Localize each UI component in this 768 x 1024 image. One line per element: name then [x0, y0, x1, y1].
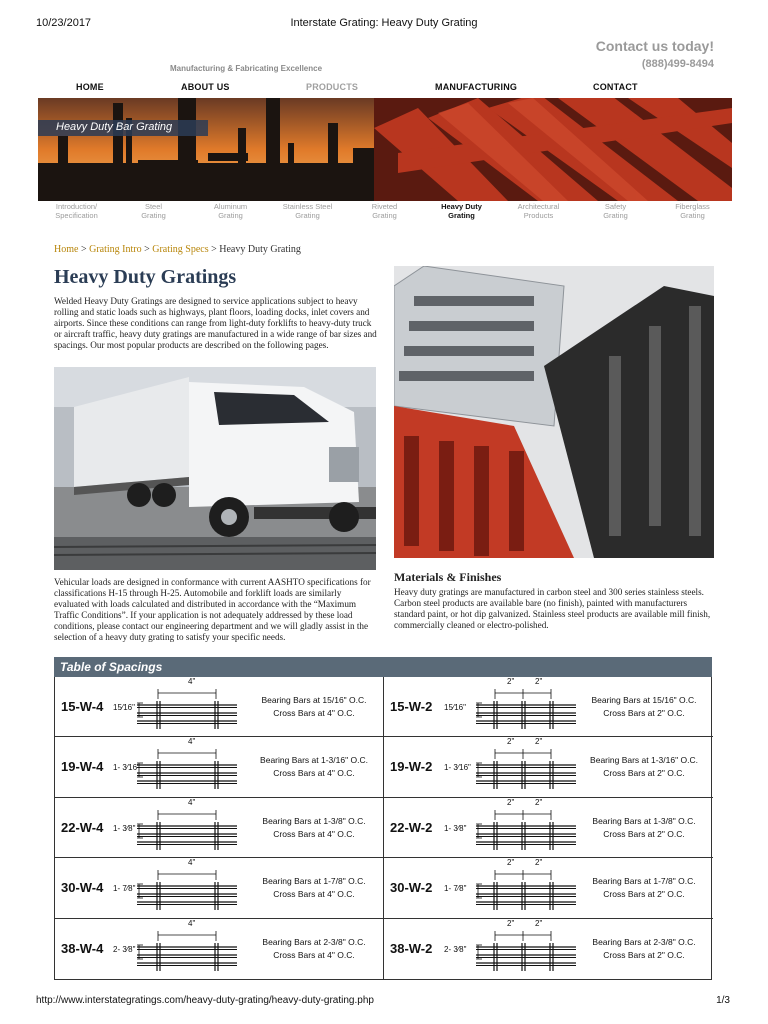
- bar-height-label: 1- 7⁄8": [113, 884, 136, 894]
- materials-paragraph: Heavy duty gratings are manufactured in carbon steel and 300 series stainless steels. Carbon steel products are available bare (no finish), painted with manufacturers standard paint, or hot dip galvanized. Stainless steel products are available mill finish, commercially cleaned or electro-polished.: [394, 587, 711, 630]
- cross-spacing-label: 2": [535, 918, 543, 928]
- spacing-cell-left: [55, 677, 384, 737]
- bearing-bar-spacing: Bearing Bars at 1-3/16" O.C.: [260, 755, 368, 766]
- cross-spacing-label: 4": [188, 858, 196, 868]
- spacing-spec: [253, 815, 375, 841]
- truck-photo: [54, 367, 376, 570]
- cross-bar-spacing: Cross Bars at 2" O.C.: [603, 768, 685, 779]
- spacing-code: 30-W-4: [61, 880, 104, 896]
- cross-spacing-label: 2": [535, 737, 543, 747]
- spacings-table: [54, 657, 712, 980]
- bearing-bar-spacing: Bearing Bars at 1-3/8" O.C.: [262, 815, 366, 826]
- print-date: 10/23/2017: [36, 17, 92, 29]
- bearing-bar-spacing: Bearing Bars at 1-7/8" O.C.: [592, 876, 696, 887]
- grating-diagram: [137, 925, 247, 975]
- breadcrumb-specs[interactable]: Grating Specs: [152, 244, 209, 255]
- nav-products[interactable]: PRODUCTS: [306, 82, 359, 92]
- bar-height-label: 2- 3⁄8": [444, 944, 467, 954]
- spacing-cell-right: [384, 919, 713, 979]
- bar-height-label: 15⁄16": [444, 703, 466, 712]
- bearing-bar-spacing: Bearing Bars at 15/16" O.C.: [591, 695, 697, 705]
- truck-illustration: [54, 367, 376, 570]
- grating-diagram: [476, 864, 586, 914]
- cross-spacing-label: 2": [507, 858, 515, 868]
- subnav-heavy-duty[interactable]: Heavy Duty Grating: [441, 202, 482, 220]
- grating-diagram: [137, 864, 247, 914]
- grating-photo: [394, 266, 714, 558]
- spacing-code: 38-W-4: [61, 940, 104, 956]
- cross-bar-spacing: Cross Bars at 2" O.C.: [603, 828, 685, 839]
- subnav-safety[interactable]: Safety Grating: [603, 202, 628, 220]
- bar-height-label: 1- 3⁄8": [113, 823, 136, 833]
- phone-number[interactable]: (888)499-8494: [641, 58, 714, 70]
- spacing-cell-left: [55, 919, 384, 979]
- spacing-cell-left: [55, 737, 384, 797]
- bearing-bar-spacing: Bearing Bars at 2-3/8" O.C.: [592, 936, 696, 947]
- cross-spacing-label: 4": [188, 797, 196, 807]
- spacing-spec: [253, 754, 375, 780]
- spacing-code: 19-W-4: [61, 759, 104, 775]
- spacing-spec: [583, 875, 705, 901]
- cross-spacing-label: 2": [507, 918, 515, 928]
- grating-diagram: [137, 804, 247, 854]
- subnav-fiberglass[interactable]: Fiberglass Grating: [675, 202, 710, 220]
- spacing-code: 38-W-2: [390, 940, 433, 956]
- cross-bar-spacing: Cross Bars at 4" O.C.: [273, 768, 355, 779]
- print-title: Interstate Grating: Heavy Duty Grating: [290, 17, 478, 29]
- nav-contact[interactable]: CONTACT: [593, 82, 638, 92]
- bearing-bar-spacing: Bearing Bars at 1-3/8" O.C.: [592, 815, 696, 826]
- subnav-aluminum[interactable]: Aluminum Grating: [213, 202, 248, 220]
- cross-spacing-label: 4": [188, 677, 196, 686]
- subnav-stainless[interactable]: Stainless Steel Grating: [282, 202, 333, 220]
- breadcrumb: Home > Grating Intro > Grating Specs > Heavy Duty Grating: [54, 244, 301, 255]
- spacing-spec: [253, 694, 375, 720]
- bar-height-label: 1- 3⁄16": [113, 763, 140, 773]
- subnav-architectural[interactable]: Architectural Products: [517, 202, 560, 220]
- grating-diagram: [137, 683, 247, 733]
- print-url: http://www.interstategratings.com/heavy-duty-grating/heavy-duty-grating.php: [36, 995, 374, 1006]
- cross-bar-spacing: Cross Bars at 4" O.C.: [273, 949, 355, 960]
- grating-illustration: [394, 266, 714, 558]
- bearing-bar-spacing: Bearing Bars at 2-3/8" O.C.: [262, 936, 366, 947]
- vehicular-paragraph: Vehicular loads are designed in conformance with current AASHTO specifications for classifications H-15 through H-25. Automobile and forklift loads are similarly evaluated with loads calculated and distributed in accordance with the “Maximum Traffic Conditions”. If your application is not adequately addressed by these load conditions, please contact our engineering department and we will gladly assist in the selection of a heavy duty grating to satisfy your specific needs.: [54, 577, 371, 642]
- subnav-steel[interactable]: Steel Grating: [141, 202, 166, 220]
- table-body: [54, 677, 712, 980]
- breadcrumb-intro[interactable]: Grating Intro: [89, 244, 142, 255]
- cross-spacing-label: 2": [507, 737, 515, 747]
- cross-bar-spacing: Cross Bars at 4" O.C.: [273, 889, 355, 900]
- spacing-spec: [583, 754, 705, 780]
- cross-bar-spacing: Cross Bars at 4" O.C.: [273, 708, 355, 718]
- breadcrumb-home[interactable]: Home: [54, 244, 79, 255]
- banner-caption: Heavy Duty Bar Grating: [56, 121, 173, 133]
- cross-spacing-label: 4": [188, 737, 196, 747]
- spacing-spec: [253, 936, 375, 962]
- product-subnav: [38, 202, 732, 224]
- spacing-code: 30-W-2: [390, 880, 433, 896]
- print-page: 1/3: [716, 995, 730, 1006]
- spacing-spec: [583, 936, 705, 962]
- subnav-riveted[interactable]: Riveted Grating: [371, 202, 398, 220]
- spacing-code: 15-W-2: [390, 699, 433, 714]
- spacing-spec: [583, 815, 705, 841]
- tagline: Manufacturing & Fabricating Excellence: [170, 64, 323, 73]
- cross-bar-spacing: Cross Bars at 2" O.C.: [603, 708, 685, 718]
- spacing-code: 15-W-4: [61, 699, 104, 714]
- cross-bar-spacing: Cross Bars at 2" O.C.: [603, 949, 685, 960]
- grating-diagram: [476, 804, 586, 854]
- grating-diagram: [476, 743, 586, 793]
- cross-spacing-label: 2": [507, 677, 515, 686]
- bar-height-label: 1- 7⁄8": [444, 884, 467, 894]
- banner-image: [38, 98, 732, 201]
- breadcrumb-current: Heavy Duty Grating: [219, 244, 301, 255]
- nav-about[interactable]: ABOUT US: [181, 82, 230, 92]
- cross-bar-spacing: Cross Bars at 2" O.C.: [603, 889, 685, 900]
- cross-spacing-label: 2": [507, 797, 515, 807]
- cross-spacing-label: 4": [188, 918, 196, 928]
- spacing-spec: [583, 694, 705, 720]
- spacing-cell-right: [384, 858, 713, 918]
- spacing-code: 22-W-2: [390, 819, 433, 835]
- page-title: Heavy Duty Gratings: [54, 266, 237, 288]
- subnav-intro[interactable]: Introduction/ Specification: [55, 202, 98, 220]
- cross-spacing-label: 2": [535, 677, 543, 686]
- spacing-cell-left: [55, 798, 384, 858]
- bearing-bar-spacing: Bearing Bars at 1-7/8" O.C.: [262, 876, 366, 887]
- spacing-cell-right: [384, 737, 713, 797]
- spacing-code: 19-W-2: [390, 759, 433, 775]
- grating-diagram: [137, 743, 247, 793]
- spacing-cell-right: [384, 798, 713, 858]
- nav-home[interactable]: HOME: [76, 82, 104, 92]
- spacing-code: 22-W-4: [61, 819, 104, 835]
- nav-manufacturing[interactable]: MANUFACTURING: [435, 82, 518, 92]
- bar-height-label: 15⁄16": [113, 703, 135, 712]
- spacing-spec: [253, 875, 375, 901]
- cross-spacing-label: 2": [535, 797, 543, 807]
- table-title: Table of Spacings: [54, 657, 712, 677]
- intro-paragraph: Welded Heavy Duty Gratings are designed to service applications subject to heavy rolling and static loads such as highways, plant floors, loading docks, inlet covers and airports. Since these conditions can range from light-duty forklifts to heavy-duty truck or aircraft traffic, heavy duty gratings are manufactured in a wide range of bar sizes and spacings. Our most popular products are described on the following pages.: [54, 296, 377, 350]
- spacing-cell-right: [384, 677, 713, 737]
- cross-spacing-label: 2": [535, 858, 543, 868]
- contact-cta[interactable]: Contact us today!: [595, 38, 714, 54]
- cross-bar-spacing: Cross Bars at 4" O.C.: [273, 828, 355, 839]
- bearing-bar-spacing: Bearing Bars at 1-3/16" O.C.: [590, 755, 698, 766]
- grating-diagram: [476, 925, 586, 975]
- bar-height-label: 1- 3⁄8": [444, 823, 467, 833]
- materials-heading: Materials & Finishes: [394, 570, 502, 584]
- bearing-bar-spacing: Bearing Bars at 15/16" O.C.: [261, 695, 367, 705]
- spacing-cell-left: [55, 858, 384, 918]
- bar-height-label: 2- 3⁄8": [113, 944, 136, 954]
- grating-diagram: [476, 683, 586, 733]
- banner-illustration: [38, 98, 732, 201]
- bar-height-label: 1- 3⁄16": [444, 763, 471, 773]
